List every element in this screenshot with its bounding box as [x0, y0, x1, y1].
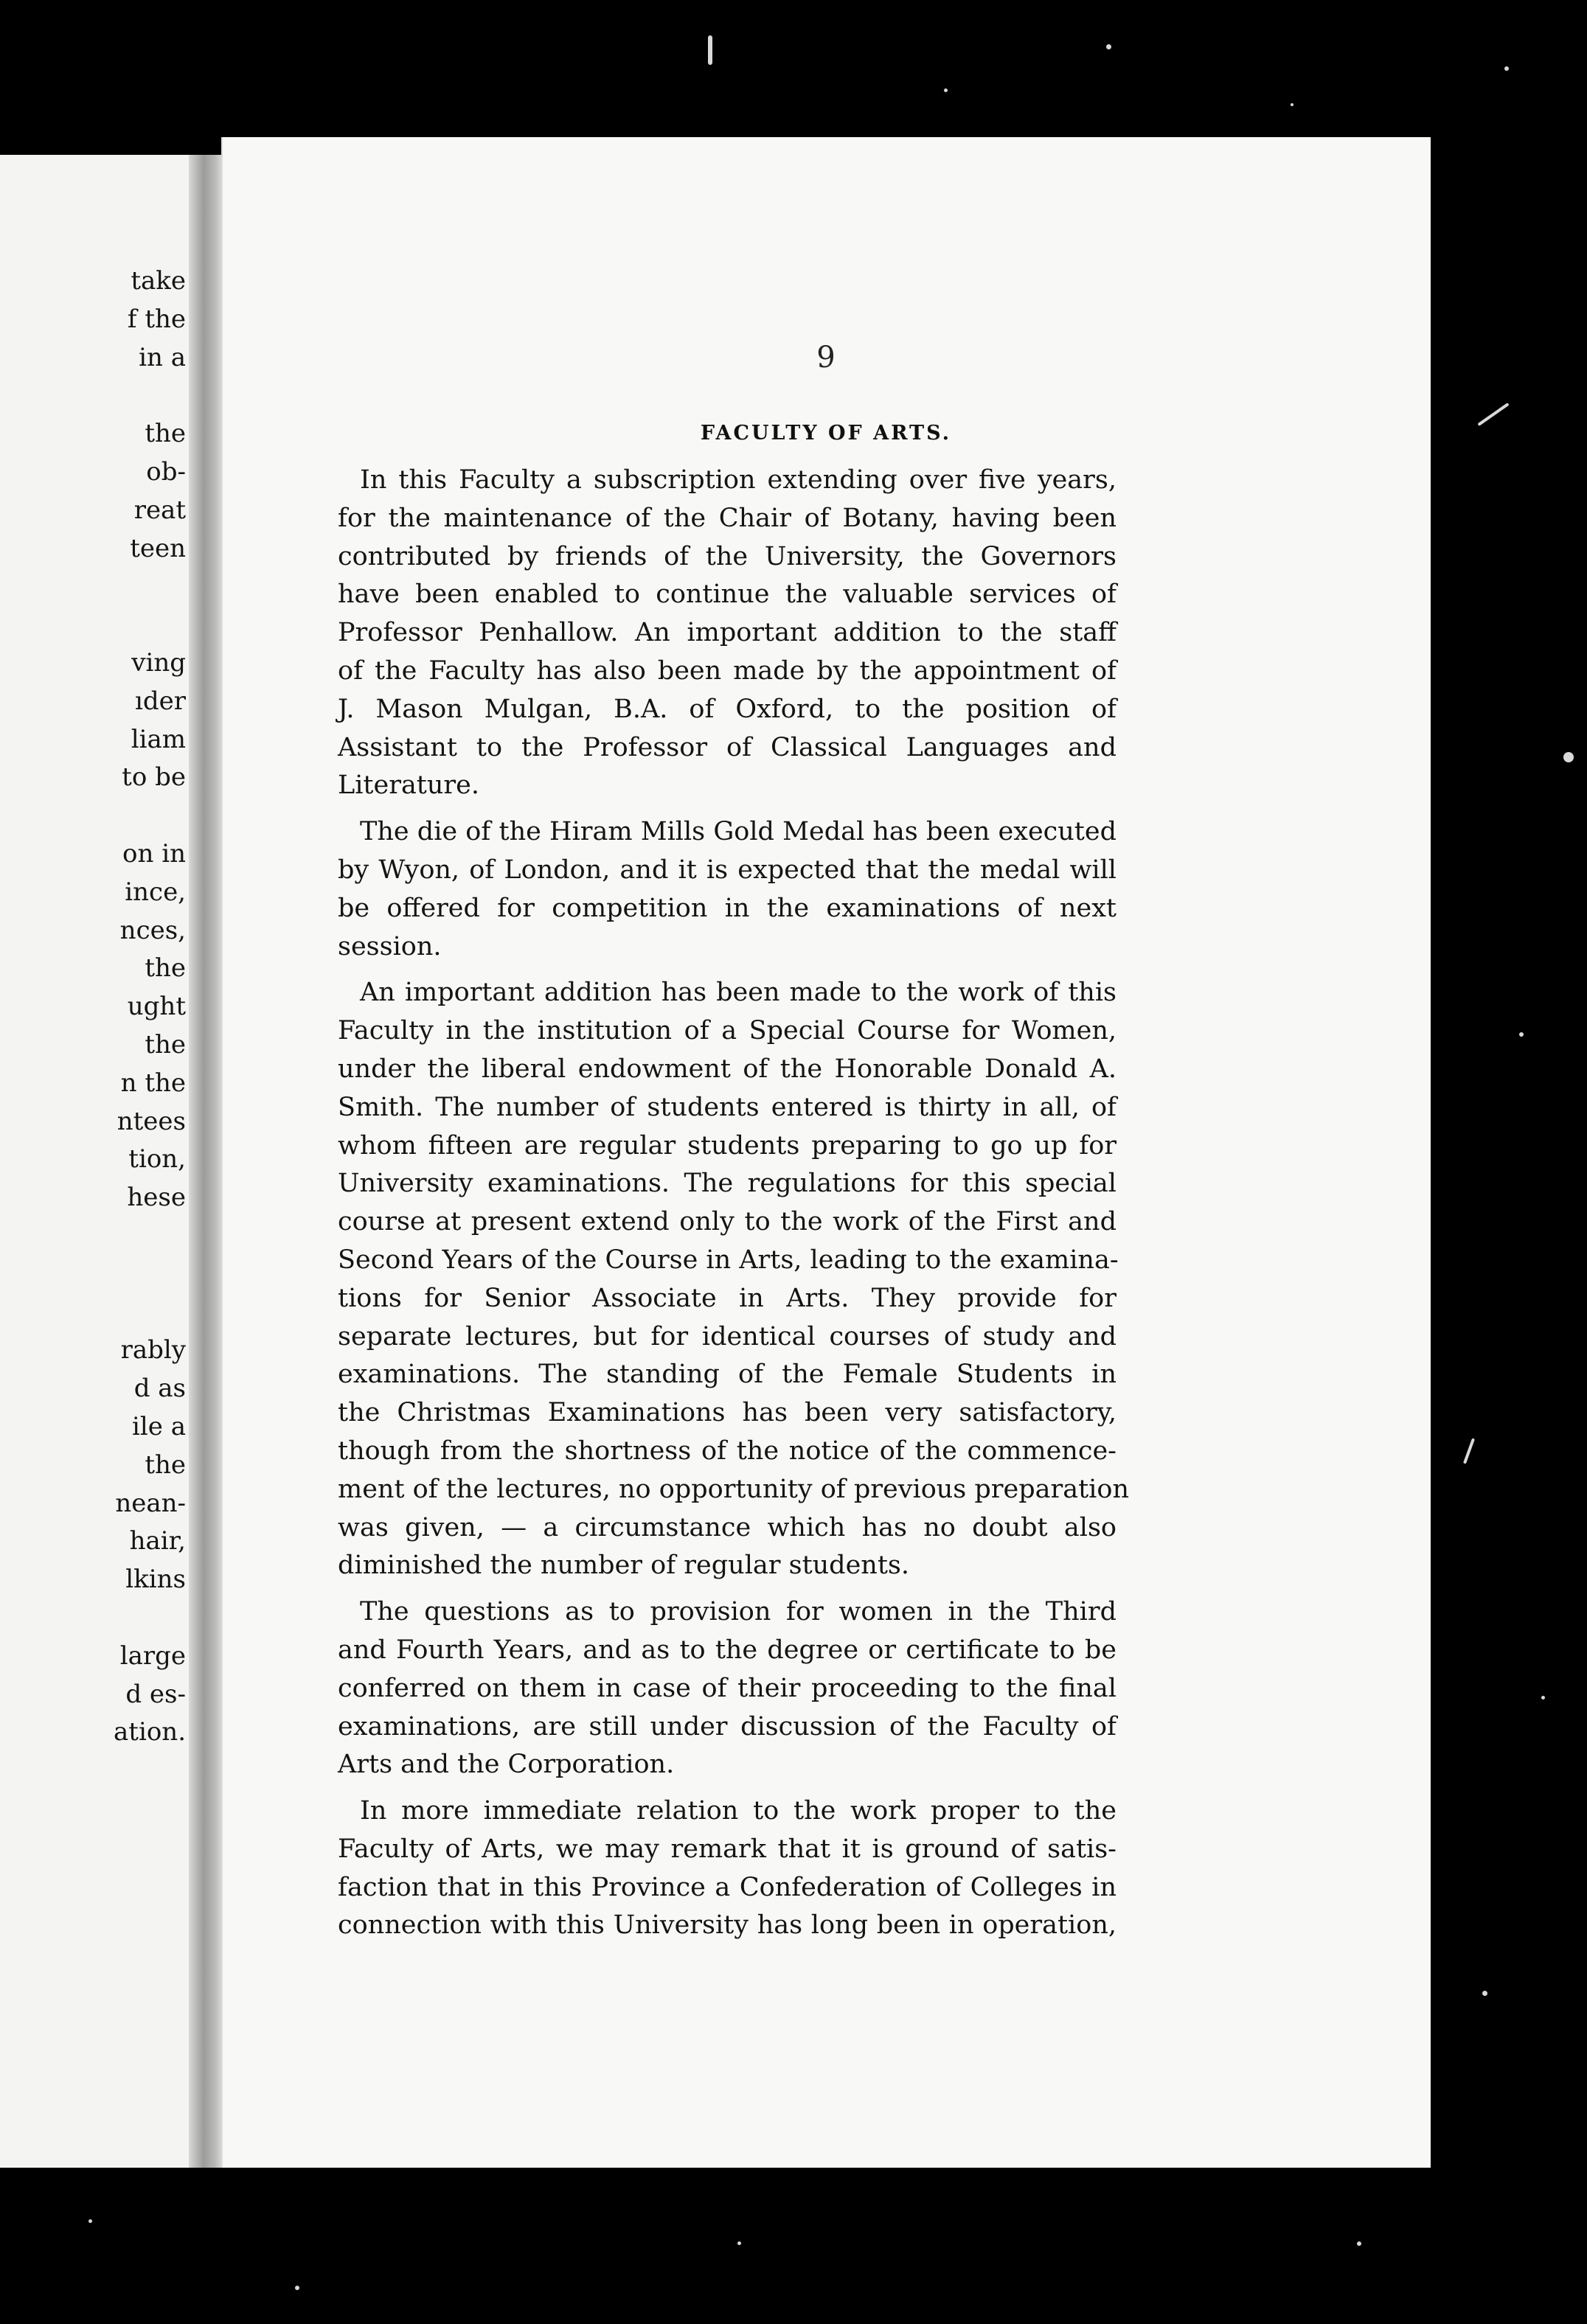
text-line: J. Mason Mulgan, B.A. of Oxford, to the position of [338, 694, 1117, 724]
text-line: Second Years of the Course in Arts, leading to the examina- [338, 1245, 1119, 1275]
text-line: conferred on them in case of their proceeding to the final [338, 1673, 1117, 1703]
text-line: for the maintenance of the Chair of Botany, having been [338, 503, 1117, 533]
text-line: Literature. [338, 770, 479, 801]
left-page-fragment: to be [122, 762, 186, 793]
left-page-fragment: liam [131, 724, 186, 754]
left-page-fragment: hese [127, 1183, 186, 1213]
left-page-fragment: ation. [114, 1717, 186, 1747]
left-page-fragment: ile a [132, 1412, 186, 1441]
text-line: Arts and the Corporation. [338, 1750, 675, 1780]
dust-mark [1477, 403, 1509, 426]
text-line: ment of the lectures, no opportunity of previous preparation [338, 1474, 1129, 1504]
body-text [338, 462, 1129, 1953]
left-page-fragment: rably [120, 1335, 186, 1365]
left-page-fragment: n the [120, 1068, 186, 1098]
text-line: by Wyon, of London, and it is expected that the medal will [338, 855, 1117, 885]
text-line: though from the shortness of the notice of the commence- [338, 1436, 1117, 1466]
page-number: 9 [816, 341, 836, 375]
text-line: In this Faculty a subscription extending over five years, [360, 465, 1117, 495]
dust-mark [1291, 103, 1293, 106]
left-page-fragment: the [145, 1030, 186, 1060]
text-line: The questions as to provision for women in the Third [360, 1597, 1117, 1627]
left-page-fragment: d as [133, 1374, 186, 1404]
text-line: An important addition has been made to the work of this [360, 978, 1117, 1008]
text-line: tions for Senior Associate in Arts. They provide for [338, 1283, 1117, 1313]
left-page-fragment: large [119, 1641, 186, 1671]
paragraph [338, 462, 1117, 805]
dust-mark [1504, 66, 1509, 71]
right-page [221, 137, 1431, 2168]
text-line: examinations, are still under discussion of the Faculty of [338, 1711, 1117, 1742]
dust-mark [1482, 1991, 1487, 1996]
dust-mark [708, 35, 712, 65]
text-line: University examinations. The regulations for this special [338, 1169, 1117, 1199]
dust-mark [944, 88, 948, 92]
text-line: diminished the number of regular students. [338, 1551, 909, 1581]
left-page-fragment: nean- [115, 1488, 186, 1518]
left-page-fragment: d es- [125, 1679, 186, 1709]
dust-mark [1563, 752, 1574, 762]
left-page-fragment: teen [130, 533, 186, 563]
left-page-fragment: f the [127, 304, 186, 334]
text-line: faction that in this Province a Confederation of Colleges in [338, 1872, 1117, 1902]
text-line: contributed by friends of the University, the Governors [338, 541, 1117, 571]
dust-mark [1541, 1696, 1545, 1699]
text-line: have been enabled to continue the valuable services of [338, 580, 1117, 610]
left-page-fragment: ntees [117, 1106, 186, 1136]
left-page-fragment: ince, [125, 877, 186, 907]
left-page-fragment: ught [127, 992, 186, 1022]
dust-mark [88, 2219, 92, 2223]
left-page-fragment: ıder [134, 686, 186, 716]
left-page-fragment: on in [122, 839, 186, 869]
dust-mark [737, 2241, 741, 2245]
left-page [0, 155, 193, 2168]
left-page-fragment: nces, [119, 915, 186, 945]
left-page-fragment: hair, [129, 1526, 186, 1556]
text-line: Professor Penhallow. An important addition to the staff [338, 618, 1117, 648]
dust-mark [1519, 1032, 1524, 1037]
dust-mark [295, 2286, 299, 2290]
left-page-fragment: ob- [146, 457, 186, 487]
text-line: Faculty in the institution of a Special Course for Women, [338, 1016, 1117, 1046]
text-line: of the Faculty has also been made by the appointment of [338, 655, 1117, 686]
left-page-fragment: in a [139, 342, 186, 372]
text-line: was given, — a circumstance which has no doubt also [338, 1512, 1117, 1542]
text-line: the Christmas Examinations has been very satisfactory, [338, 1398, 1117, 1428]
text-line: connection with this University has long been in operation, [338, 1910, 1117, 1941]
dust-mark [1463, 1438, 1475, 1464]
left-page-fragment: the [145, 419, 186, 449]
text-line: Smith. The number of students entered is thirty in all, of [338, 1092, 1117, 1122]
text-line: Faculty of Arts, we may remark that it is ground of satis- [338, 1834, 1117, 1864]
text-line: In more immediate relation to the work proper to the [360, 1796, 1117, 1826]
left-page-fragment: the [145, 1450, 186, 1480]
text-line: separate lectures, but for identical courses of study and [338, 1321, 1117, 1351]
book-gutter [189, 155, 226, 2168]
paragraph [338, 1792, 1117, 1945]
text-line: course at present extend only to the work of the First and [338, 1207, 1117, 1237]
left-page-fragment: tion, [128, 1144, 186, 1175]
paragraph [338, 813, 1117, 966]
paragraph [338, 1593, 1117, 1784]
left-page-fragment: lkins [125, 1565, 186, 1595]
text-line: The die of the Hiram Mills Gold Medal has been executed [360, 817, 1117, 847]
dust-mark [1357, 2241, 1361, 2246]
text-line: Assistant to the Professor of Classical Languages and [338, 732, 1117, 762]
left-page-fragment: take [131, 266, 186, 296]
text-line: whom fifteen are regular students preparing to go up for [338, 1130, 1117, 1161]
text-line: and Fourth Years, and as to the degree or certificate to be [338, 1635, 1117, 1665]
section-heading: FACULTY OF ARTS. [700, 422, 952, 445]
dust-mark [1106, 44, 1111, 49]
text-line: session. [338, 931, 442, 961]
text-line: under the liberal endowment of the Honorable Donald A. [338, 1054, 1117, 1084]
text-line: examinations. The standing of the Female Students in [338, 1360, 1117, 1390]
paragraph [338, 974, 1129, 1585]
left-page-fragment: the [145, 953, 186, 984]
text-line: be offered for competition in the examinations of next [338, 893, 1117, 923]
left-page-fragment: ving [131, 648, 186, 678]
left-page-fragment: reat [133, 495, 186, 525]
